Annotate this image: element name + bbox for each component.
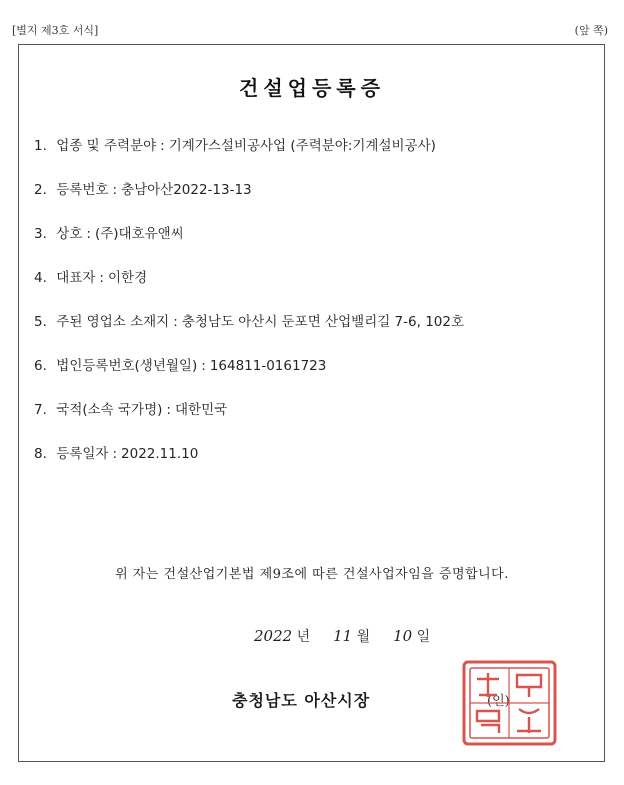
date-month: 11 xyxy=(333,627,353,645)
item-value: (주)대호유앤씨 xyxy=(94,226,184,242)
item-label: 대표자 xyxy=(56,270,96,286)
item-label: 업종 및 주력분야 xyxy=(56,138,157,154)
date-month-unit: 월 xyxy=(356,629,371,645)
item-company-name: 3. 상호 : (주)대호유앤씨 xyxy=(34,222,464,266)
document-title: 건설업등록증 xyxy=(239,76,385,100)
item-office-address: 5. 주된 영업소 소재지 : 충청남도 아산시 둔포면 산업밸리길 7-6, 102호 xyxy=(34,310,464,354)
item-number: 6. xyxy=(34,358,47,374)
issuer-name: 충청남도 아산시장 xyxy=(232,691,371,710)
item-value: 2022.11.10 xyxy=(121,446,199,462)
item-label: 상호 xyxy=(56,226,83,242)
registration-items xyxy=(34,134,464,486)
item-number: 4. xyxy=(34,270,47,286)
item-label: 법인등록번호(생년월일) xyxy=(56,358,198,374)
item-nationality: 7. 국적(소속 국가명) : 대한민국 xyxy=(34,398,464,442)
item-number: 8. xyxy=(34,446,47,462)
official-seal-icon xyxy=(461,659,558,747)
date-year-unit: 년 xyxy=(296,629,311,645)
item-number: 3. xyxy=(34,226,47,242)
item-number: 7. xyxy=(34,402,47,418)
seal-mark: (인) xyxy=(487,694,510,709)
item-registration-number: 2. 등록번호 : 충남아산2022-13-13 xyxy=(34,178,464,222)
item-value: 이한경 xyxy=(107,270,148,286)
item-value: 기계가스설비공사업 (주력분야:기계설비공사) xyxy=(168,138,436,154)
item-number: 5. xyxy=(34,314,47,330)
item-corporate-number: 6. 법인등록번호(생년월일) : 164811-0161723 xyxy=(34,354,464,398)
item-number: 2. xyxy=(34,182,47,198)
item-label: 주된 영업소 소재지 xyxy=(56,314,170,330)
item-label: 국적(소속 국가명) xyxy=(56,402,163,418)
date-year: 2022 xyxy=(254,627,293,645)
certification-statement: 위 자는 건설산업기본법 제9조에 따른 건설사업자임을 증명합니다. xyxy=(115,567,509,582)
item-registration-date: 8. 등록일자 : 2022.11.10 xyxy=(34,442,464,486)
item-value: 충남아산2022-13-13 xyxy=(121,182,252,198)
form-number: [별지 제3호 서식] xyxy=(12,24,99,37)
item-business-type: 1. 업종 및 주력분야 : 기계가스설비공사업 (주력분야:기계설비공사) xyxy=(34,134,464,178)
item-representative: 4. 대표자 : 이한경 xyxy=(34,266,464,310)
date-day-unit: 일 xyxy=(416,629,431,645)
issue-date xyxy=(254,626,430,646)
item-label: 등록일자 xyxy=(56,446,109,462)
page-side-label: (앞 쪽) xyxy=(574,24,608,37)
item-number: 1. xyxy=(34,138,47,154)
item-value: 164811-0161723 xyxy=(209,358,327,374)
item-value: 대한민국 xyxy=(174,402,228,418)
date-day: 10 xyxy=(393,627,413,645)
item-value: 충청남도 아산시 둔포면 산업밸리길 7-6, 102호 xyxy=(181,314,465,330)
item-label: 등록번호 xyxy=(56,182,109,198)
